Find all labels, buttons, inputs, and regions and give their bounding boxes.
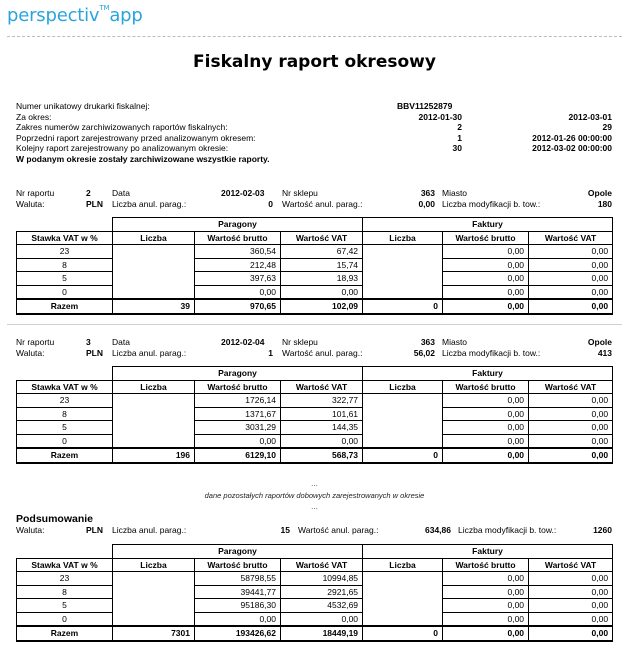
p-vat-cell: 101,61 — [281, 407, 363, 421]
p-brutto-cell: 0,00 — [195, 612, 281, 626]
report-1-meta — [16, 188, 612, 209]
total-row — [17, 299, 613, 314]
p-brutto-cell: 58798,55 — [195, 572, 281, 586]
miasto-label: Miasto — [442, 188, 468, 198]
next-report-no: 30 — [452, 143, 462, 153]
printer-value: BBV11252879 — [397, 101, 453, 111]
liczba-anul-label: Liczba anul. parag.: — [112, 347, 187, 358]
total-f-vat: 0,00 — [529, 626, 613, 641]
summary-section — [16, 525, 612, 642]
liczba-mod-value: 413 — [597, 347, 612, 358]
liczba-mod-value: 180 — [597, 198, 612, 209]
f-vat-cell: 0,00 — [529, 258, 613, 272]
paragony-header: Paragony — [113, 367, 363, 381]
report-title: Fiskalny raport okresowy — [193, 52, 436, 72]
f-brutto-cell: 0,00 — [443, 272, 529, 286]
total-row — [17, 626, 613, 641]
stawka-cell: 23 — [17, 394, 113, 408]
prev-report-no: 1 — [457, 132, 462, 143]
p-brutto-cell: 1726,14 — [195, 394, 281, 408]
blank-header — [17, 545, 113, 559]
wartosc-anul-label: Wartość anul. parag.: — [298, 525, 379, 535]
stawka-cell: 0 — [17, 434, 113, 448]
logo-brand: perspectiv — [7, 5, 100, 26]
period-from: 2012-01-30 — [418, 111, 462, 122]
col-p-vat: Wartość VAT — [281, 231, 363, 245]
col-p-vat: Wartość VAT — [281, 558, 363, 572]
summary-title: Podsumowanie — [16, 513, 94, 525]
p-brutto-cell: 3031,29 — [195, 421, 281, 435]
total-p-vat: 568,73 — [281, 448, 363, 463]
range-label: Zakres numerów zarchiwizowanych raportów fiskalnych: — [16, 122, 228, 132]
nr-raportu-value: 2 — [86, 188, 91, 198]
period-row — [16, 112, 612, 123]
liczba-anul-value: 15 — [280, 525, 290, 535]
wartosc-anul-label: Wartość anul. parag.: — [282, 198, 363, 209]
table-row — [17, 258, 613, 272]
p-brutto-cell: 0,00 — [195, 434, 281, 448]
printer-row — [16, 101, 612, 112]
prev-report-date: 2012-01-26 00:00:00 — [532, 132, 612, 143]
blank-header — [17, 218, 113, 232]
period-label: Za okres: — [16, 111, 52, 122]
report-header — [16, 101, 612, 164]
ellipsis-bottom: ... — [311, 502, 318, 511]
summary-meta — [16, 525, 612, 536]
perspectiv-logo — [7, 5, 143, 26]
table-row — [17, 585, 613, 599]
waluta-value: PLN — [86, 525, 103, 535]
p-vat-cell: 18,93 — [281, 272, 363, 286]
total-p-liczba: 7301 — [113, 626, 195, 641]
total-f-liczba: 0 — [363, 299, 443, 314]
f-liczba-cell — [363, 272, 443, 286]
vat-table-report-1 — [16, 217, 613, 315]
data-value: 2012-02-04 — [221, 337, 265, 347]
col-p-brutto: Wartość brutto — [195, 380, 281, 394]
col-p-liczba: Liczba — [113, 380, 195, 394]
waluta-value: PLN — [86, 347, 103, 358]
col-p-vat: Wartość VAT — [281, 380, 363, 394]
total-f-brutto: 0,00 — [443, 299, 529, 314]
nr-sklepu-value: 363 — [420, 188, 435, 198]
col-p-brutto: Wartość brutto — [195, 558, 281, 572]
col-f-liczba: Liczba — [363, 558, 443, 572]
waluta-label: Waluta: — [16, 198, 45, 209]
wartosc-anul-value: 56,02 — [413, 347, 435, 358]
f-brutto-cell: 0,00 — [443, 258, 529, 272]
table-row — [17, 612, 613, 626]
p-liczba-cell — [113, 245, 195, 259]
table-row — [17, 394, 613, 408]
col-p-liczba: Liczba — [113, 231, 195, 245]
liczba-anul-label: Liczba anul. parag.: — [112, 198, 187, 209]
total-p-liczba: 39 — [113, 299, 195, 314]
table-row — [17, 572, 613, 586]
range-from: 2 — [457, 122, 462, 132]
archived-note: W podanym okresie zostały zarchiwizowane wszystkie raporty. — [16, 153, 270, 164]
p-vat-cell: 0,00 — [281, 612, 363, 626]
prev-report-row — [16, 133, 612, 144]
next-report-date: 2012-03-02 00:00:00 — [532, 143, 612, 153]
period-to: 2012-03-01 — [568, 111, 612, 122]
stawka-cell: 0 — [17, 285, 113, 299]
f-vat-cell: 0,00 — [529, 612, 613, 626]
table-row — [17, 407, 613, 421]
total-p-liczba: 196 — [113, 448, 195, 463]
waluta-label: Waluta: — [16, 525, 45, 535]
total-f-vat: 0,00 — [529, 448, 613, 463]
f-liczba-cell — [363, 572, 443, 586]
f-vat-cell: 0,00 — [529, 585, 613, 599]
next-report-label: Kolejny raport zarejestrowany po analizowanym okresie: — [16, 143, 229, 153]
archived-note-row — [16, 154, 612, 165]
p-vat-cell: 0,00 — [281, 434, 363, 448]
blank-header — [17, 367, 113, 381]
stawka-cell: 5 — [17, 599, 113, 613]
p-vat-cell: 2921,65 — [281, 585, 363, 599]
table-row — [17, 434, 613, 448]
p-vat-cell: 322,77 — [281, 394, 363, 408]
total-row — [17, 448, 613, 463]
f-liczba-cell — [363, 421, 443, 435]
printer-label: Numer unikatowy drukarki fiskalnej: — [16, 101, 150, 111]
other-reports-note: dane pozostałych raportów dobowych zarejestrowanych w okresie — [204, 491, 425, 500]
p-brutto-cell: 212,48 — [195, 258, 281, 272]
nr-raportu-value: 3 — [86, 337, 91, 347]
data-label: Data — [112, 337, 130, 347]
total-f-vat: 0,00 — [529, 299, 613, 314]
p-liczba-cell — [113, 285, 195, 299]
wartosc-anul-value: 0,00 — [418, 198, 435, 209]
col-f-vat: Wartość VAT — [529, 380, 613, 394]
p-brutto-cell: 0,00 — [195, 285, 281, 299]
stawka-cell: 8 — [17, 585, 113, 599]
stawka-cell: 5 — [17, 421, 113, 435]
razem-cell: Razem — [17, 448, 113, 463]
f-liczba-cell — [363, 434, 443, 448]
nr-raportu-label: Nr raportu — [16, 188, 55, 198]
f-brutto-cell: 0,00 — [443, 245, 529, 259]
p-vat-cell: 4532,69 — [281, 599, 363, 613]
f-liczba-cell — [363, 285, 443, 299]
stawka-cell: 8 — [17, 258, 113, 272]
f-vat-cell: 0,00 — [529, 599, 613, 613]
nr-sklepu-label: Nr sklepu — [282, 188, 318, 198]
header-divider — [7, 36, 622, 37]
total-f-liczba: 0 — [363, 448, 443, 463]
f-vat-cell: 0,00 — [529, 572, 613, 586]
col-p-liczba: Liczba — [113, 558, 195, 572]
ellipsis-top: ... — [311, 479, 318, 488]
f-liczba-cell — [363, 258, 443, 272]
col-f-liczba: Liczba — [363, 380, 443, 394]
f-liczba-cell — [363, 585, 443, 599]
miasto-value: Opole — [587, 337, 612, 347]
stawka-cell: 23 — [17, 572, 113, 586]
liczba-anul-value: 0 — [268, 198, 273, 209]
table-row — [17, 599, 613, 613]
f-liczba-cell — [363, 245, 443, 259]
logo-tm: TM — [99, 4, 110, 12]
p-vat-cell: 15,74 — [281, 258, 363, 272]
f-liczba-cell — [363, 407, 443, 421]
p-liczba-cell — [113, 612, 195, 626]
f-brutto-cell: 0,00 — [443, 612, 529, 626]
stawka-cell: 23 — [17, 245, 113, 259]
stawka-cell: 0 — [17, 612, 113, 626]
p-liczba-cell — [113, 258, 195, 272]
p-liczba-cell — [113, 434, 195, 448]
p-brutto-cell: 360,54 — [195, 245, 281, 259]
p-liczba-cell — [113, 407, 195, 421]
f-brutto-cell: 0,00 — [443, 285, 529, 299]
col-f-brutto: Wartość brutto — [443, 380, 529, 394]
f-vat-cell: 0,00 — [529, 394, 613, 408]
next-report-row — [16, 143, 612, 154]
liczba-mod-label: Liczba modyfikacji b. tow.: — [442, 347, 541, 358]
data-value: 2012-02-03 — [221, 188, 265, 198]
prev-report-label: Poprzedni raport zarejestrowany przed analizowanym okresem: — [16, 132, 256, 143]
col-p-brutto: Wartość brutto — [195, 231, 281, 245]
faktury-header: Faktury — [363, 218, 613, 232]
f-vat-cell: 0,00 — [529, 407, 613, 421]
f-brutto-cell: 0,00 — [443, 599, 529, 613]
p-brutto-cell: 397,63 — [195, 272, 281, 286]
f-vat-cell: 0,00 — [529, 245, 613, 259]
logo-app: app — [109, 5, 143, 26]
col-f-brutto: Wartość brutto — [443, 231, 529, 245]
col-stawka: Stawka VAT w % — [17, 558, 113, 572]
liczba-anul-label: Liczba anul. parag.: — [112, 525, 187, 535]
table-row — [17, 285, 613, 299]
total-p-brutto: 970,65 — [195, 299, 281, 314]
p-vat-cell: 0,00 — [281, 285, 363, 299]
data-label: Data — [112, 188, 130, 198]
f-liczba-cell — [363, 394, 443, 408]
total-p-vat: 102,09 — [281, 299, 363, 314]
p-vat-cell: 10994,85 — [281, 572, 363, 586]
p-brutto-cell: 39441,77 — [195, 585, 281, 599]
paragony-header: Paragony — [113, 218, 363, 232]
report-2-meta — [16, 337, 612, 358]
razem-cell: Razem — [17, 299, 113, 314]
col-f-vat: Wartość VAT — [529, 231, 613, 245]
nr-sklepu-value: 363 — [420, 337, 435, 347]
faktury-header: Faktury — [363, 545, 613, 559]
daily-report-1 — [16, 188, 612, 315]
total-p-vat: 18449,19 — [281, 626, 363, 641]
col-f-brutto: Wartość brutto — [443, 558, 529, 572]
faktury-header: Faktury — [363, 367, 613, 381]
daily-report-2 — [16, 337, 612, 464]
p-brutto-cell: 1371,67 — [195, 407, 281, 421]
report-separator — [7, 324, 622, 325]
vat-table-summary — [16, 544, 613, 642]
f-vat-cell: 0,00 — [529, 434, 613, 448]
waluta-value: PLN — [86, 198, 103, 209]
total-f-liczba: 0 — [363, 626, 443, 641]
table-row — [17, 245, 613, 259]
vat-table-report-2 — [16, 366, 613, 464]
table-row — [17, 272, 613, 286]
stawka-cell: 8 — [17, 407, 113, 421]
total-p-brutto: 6129,10 — [195, 448, 281, 463]
wartosc-anul-value: 634,86 — [425, 525, 451, 535]
range-to: 29 — [602, 122, 612, 132]
liczba-mod-value: 1260 — [593, 525, 612, 535]
col-stawka: Stawka VAT w % — [17, 380, 113, 394]
razem-cell: Razem — [17, 626, 113, 641]
f-vat-cell: 0,00 — [529, 272, 613, 286]
f-brutto-cell: 0,00 — [443, 572, 529, 586]
f-brutto-cell: 0,00 — [443, 394, 529, 408]
p-vat-cell: 67,42 — [281, 245, 363, 259]
miasto-value: Opole — [587, 188, 612, 198]
stawka-cell: 5 — [17, 272, 113, 286]
f-brutto-cell: 0,00 — [443, 421, 529, 435]
liczba-mod-label: Liczba modyfikacji b. tow.: — [458, 525, 557, 535]
p-liczba-cell — [113, 572, 195, 586]
p-brutto-cell: 95186,30 — [195, 599, 281, 613]
p-liczba-cell — [113, 272, 195, 286]
p-vat-cell: 144,35 — [281, 421, 363, 435]
p-liczba-cell — [113, 599, 195, 613]
p-liczba-cell — [113, 394, 195, 408]
waluta-label: Waluta: — [16, 347, 45, 358]
wartosc-anul-label: Wartość anul. parag.: — [282, 347, 363, 358]
f-liczba-cell — [363, 599, 443, 613]
total-p-brutto: 193426,62 — [195, 626, 281, 641]
p-liczba-cell — [113, 421, 195, 435]
col-stawka: Stawka VAT w % — [17, 231, 113, 245]
liczba-anul-value: 1 — [268, 347, 273, 358]
table-row — [17, 421, 613, 435]
liczba-mod-label: Liczba modyfikacji b. tow.: — [442, 198, 541, 209]
range-row — [16, 122, 612, 133]
f-liczba-cell — [363, 612, 443, 626]
f-brutto-cell: 0,00 — [443, 585, 529, 599]
f-brutto-cell: 0,00 — [443, 407, 529, 421]
nr-raportu-label: Nr raportu — [16, 337, 55, 347]
total-f-brutto: 0,00 — [443, 448, 529, 463]
paragony-header: Paragony — [113, 545, 363, 559]
col-f-vat: Wartość VAT — [529, 558, 613, 572]
miasto-label: Miasto — [442, 337, 468, 347]
p-liczba-cell — [113, 585, 195, 599]
f-vat-cell: 0,00 — [529, 285, 613, 299]
nr-sklepu-label: Nr sklepu — [282, 337, 318, 347]
f-brutto-cell: 0,00 — [443, 434, 529, 448]
f-vat-cell: 0,00 — [529, 421, 613, 435]
total-f-brutto: 0,00 — [443, 626, 529, 641]
col-f-liczba: Liczba — [363, 231, 443, 245]
